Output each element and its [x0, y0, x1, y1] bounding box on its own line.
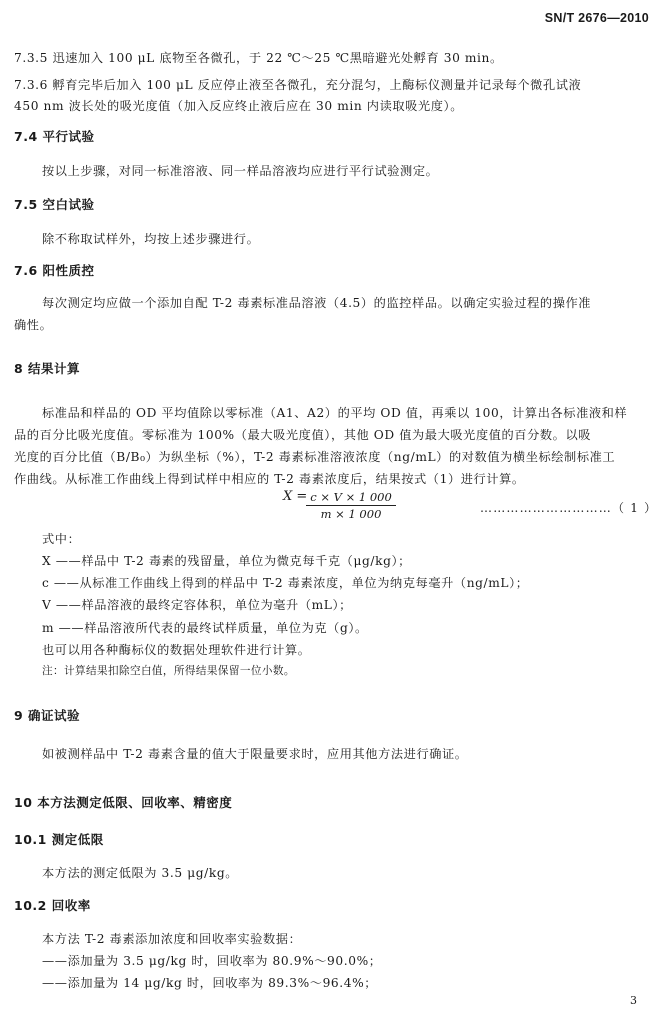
para-10-1: 本方法的测定低限为 3.5 μg/kg。 [42, 866, 239, 880]
where-label: 式中： [42, 532, 81, 546]
para-8-line2: 品的百分比吸光度值。零标准为 100%（最大吸光度值），其他 OD 值为最大吸光度值的百分数。以吸 [14, 428, 592, 442]
para-10-2-intro: 本方法 T-2 毒素添加浓度和回收率实验数据： [42, 932, 302, 946]
heading-7-5: 7.5 空白试验 [14, 197, 95, 212]
clause-7-3-6: 7.3.6 孵育完毕后加入 100 μL 反应停止液至各微孔，充分混匀，上酶标仪测量并记录每个微孔试液 [14, 78, 582, 92]
heading-9: 9 确证试验 [14, 708, 81, 723]
para-7-4: 按以上步骤，对同一标准溶液、同一样品溶液均应进行平行试验测定。 [42, 164, 439, 178]
formula-lhs: X = [283, 489, 308, 504]
recovery-item-1: ——添加量为 3.5 μg/kg 时，回收率为 80.9%～90.0%； [42, 954, 382, 968]
formula-fraction [306, 490, 396, 521]
para-8-line4: 作曲线。从标准工作曲线上得到试样中相应的 T-2 毒素浓度后，结果按式（1）进行计算。 [14, 472, 525, 486]
heading-10-1: 10.1 测定低限 [14, 832, 104, 847]
heading-8: 8 结果计算 [14, 361, 81, 376]
para-7-6-cont: 确性。 [14, 318, 53, 332]
para-9: 如被测样品中 T-2 毒素含量的值大于限量要求时，应用其他方法进行确证。 [42, 747, 468, 761]
heading-7-6: 7.6 阳性质控 [14, 263, 95, 278]
recovery-item-2: ——添加量为 14 μg/kg 时，回收率为 89.3%～96.4%； [42, 976, 378, 990]
note: 注：计算结果扣除空白值，所得结果保留一位小数。 [42, 665, 295, 677]
para-7-5: 除不称取试样外，均按上述步骤进行。 [42, 232, 260, 246]
page-number: 3 [630, 994, 637, 1007]
formula-number: …………………………（ 1 ） [480, 501, 658, 515]
definition-V: V ——样品溶液的最终定容体积，单位为毫升（mL）； [42, 598, 352, 612]
para-7-6: 每次测定均应做一个添加自配 T-2 毒素标准品溶液（4.5）的监控样品。以确定实验过程的操作准 [42, 296, 592, 310]
formula-denominator: m × 1 000 [320, 507, 382, 521]
software-note: 也可以用各种酶标仪的数据处理软件进行计算。 [42, 643, 311, 657]
heading-10: 10 本方法测定低限、回收率、精密度 [14, 795, 233, 810]
para-8-line3: 光度的百分比值（B/B₀）为纵坐标（%），T-2 毒素标准溶液浓度（ng/mL）的对数值为横坐标绘制标准工 [14, 450, 616, 464]
clause-7-3-6-cont: 450 nm 波长处的吸光度值（加入反应终止液后应在 30 min 内读取吸光度）。 [14, 99, 464, 113]
formula-numerator: c × V × 1 000 [306, 490, 396, 506]
definition-X: X ——样品中 T-2 毒素的残留量，单位为微克每千克（μg/kg）； [42, 554, 411, 568]
heading-7-4: 7.4 平行试验 [14, 129, 95, 144]
definition-c: c ——从标准工作曲线上得到的样品中 T-2 毒素浓度，单位为纳克每毫升（ng/mL）； [42, 576, 529, 590]
heading-10-2: 10.2 回收率 [14, 898, 91, 913]
definition-m: m ——样品溶液所代表的最终试样质量，单位为克（g）。 [42, 621, 368, 635]
clause-7-3-5: 7.3.5 迅速加入 100 μL 底物至各微孔，于 22 ℃～25 ℃黑暗避光处孵育 30 min。 [14, 51, 503, 65]
para-8-line1: 标准品和样品的 OD 平均值除以零标准（A1、A2）的平均 OD 值，再乘以 100，计算出各标准液和样 [42, 406, 628, 420]
standard-code: SN/T 2676—2010 [544, 11, 649, 25]
